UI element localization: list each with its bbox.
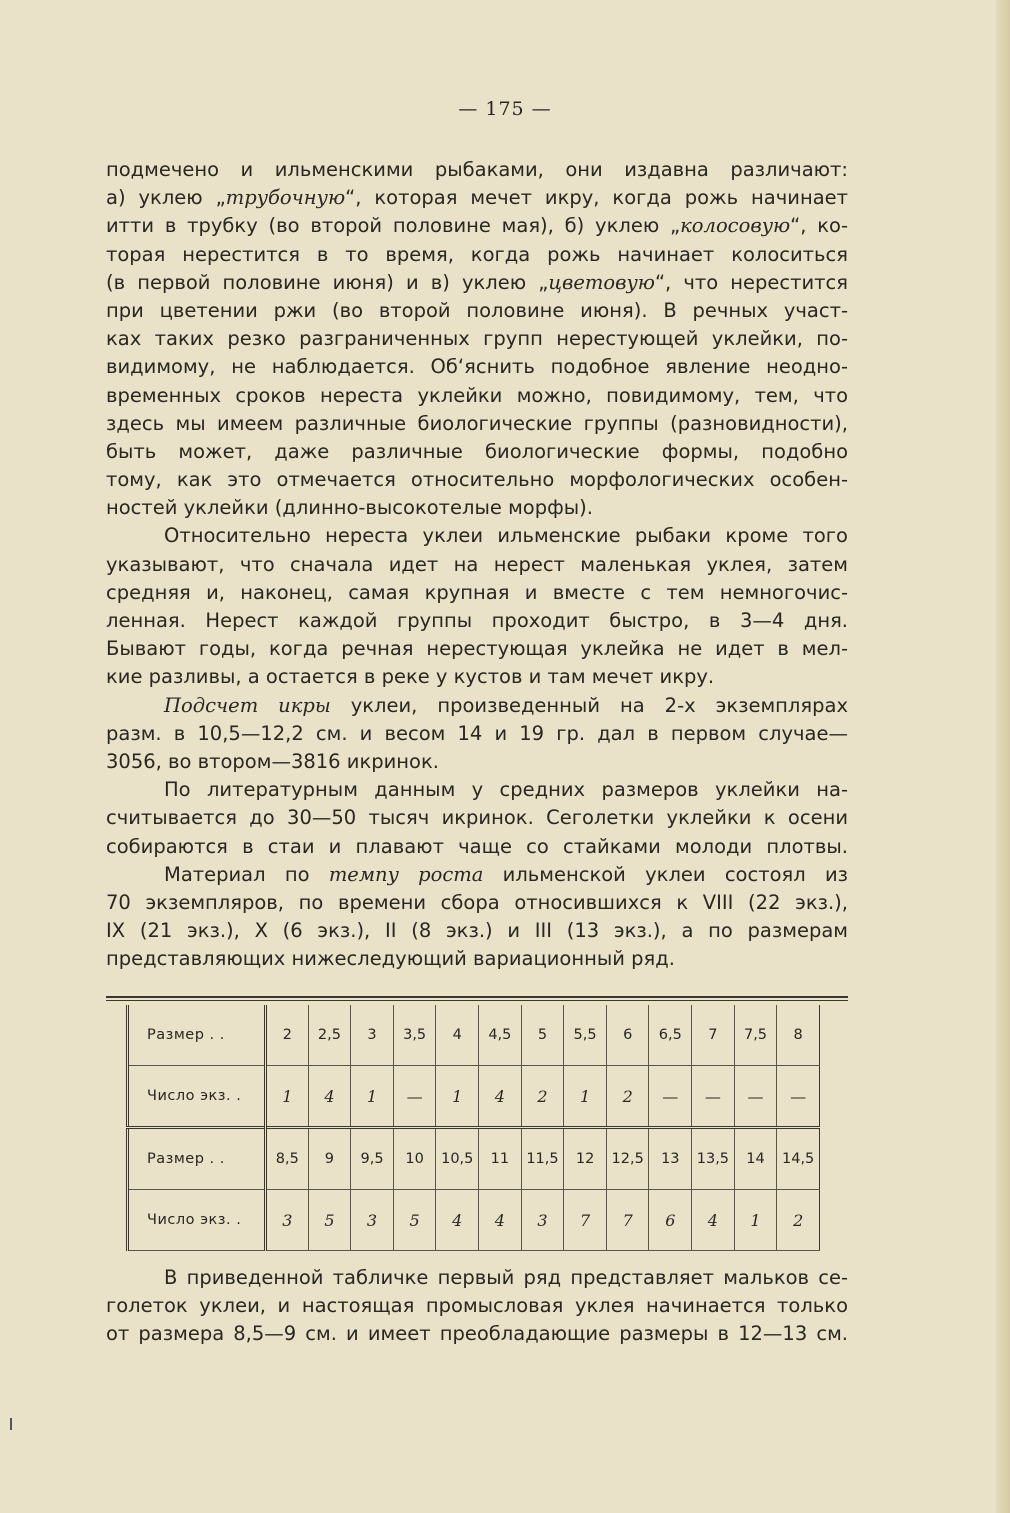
table-cell: 3 [351,1005,394,1066]
table-cell: 4 [308,1066,351,1128]
table-cell: — [649,1066,692,1128]
table-cell: 12 [564,1128,607,1190]
count-label: Число экз. . [128,1190,266,1251]
table-cell: 4 [692,1190,735,1251]
text-line: при цветении ржи (во второй половине июня). В речных участ- [106,298,848,322]
text-line: 3056, во втором—3816 икринок. [106,749,439,773]
table-cell: — [777,1066,820,1128]
table-cell: 5 [393,1190,436,1251]
text-line: быть может, даже различные биологические формы, подобно [106,439,848,463]
size-count-table [126,1005,820,1251]
text-line: итти в трубку (во второй половине мая), б) уклею „колосовую“, ко- [106,214,849,238]
text-line: По литературным данным у средних размеров уклейки на- [164,778,848,802]
table-cell: 14,5 [777,1128,820,1190]
text-line: ленная. Нерест каждой группы проходит быстро, в 3—4 дня. [106,609,848,632]
page-number: — 175 — [458,98,552,120]
text-line: голеток уклеи, и настоящая промысловая уклея начинается только [106,1294,848,1318]
text-line: считывается до 30—50 тысяч икринок. Сеголетки уклейки к осени [106,806,848,830]
count-row-2 [128,1190,820,1251]
text-line: здесь мы имеем различные биологические группы (разновидности), [106,411,848,435]
table-cell: 4 [479,1066,522,1128]
text-line: разм. в 10,5—12,2 см. и весом 14 и 19 гр. дал в первом случае— [106,721,848,745]
table-cell: 4,5 [479,1005,522,1066]
table-cell: 11,5 [521,1128,564,1190]
text-line: Подсчет икры уклеи, произведенный на 2-х экземплярах [164,693,848,717]
table-cell: 5 [521,1005,564,1066]
table-cell: — [734,1066,777,1128]
table-cell: 7 [606,1190,649,1251]
text-line: тому, как это отмечается относительно морфологических особен- [106,468,848,492]
table-cell: 2 [266,1005,309,1066]
table-cell: 1 [266,1066,309,1128]
table-cell: 13,5 [692,1128,735,1190]
table-cell: 8,5 [266,1128,309,1190]
table-cell: 4 [436,1190,479,1251]
size-label: Размер . . [128,1128,266,1190]
table-cell: 11 [479,1128,522,1190]
table-cell: — [393,1066,436,1128]
text-line: собираются в стаи и плавают чаще со стайками молоди плотвы. [106,834,848,858]
table-cell: 10,5 [436,1128,479,1190]
size-row-2 [128,1128,820,1190]
table-cell: 7,5 [734,1005,777,1066]
text-line: подмечено и ильменскими рыбаками, они издавна различают: [106,158,848,181]
margin-mark [10,1418,12,1430]
text-line: торая нерестится в то время, когда рожь начинает колоситься [106,242,848,266]
table-cell: 12,5 [606,1128,649,1190]
closing-paragraph [106,1264,848,1349]
table-cell: 2 [606,1066,649,1128]
table-cell: 4 [436,1005,479,1066]
table-cell: 4 [479,1190,522,1251]
text-line: ках таких резко разграниченных групп нерестующей уклейки, по- [106,327,848,351]
table-cell: 3 [351,1190,394,1251]
table-cell: 6 [606,1005,649,1066]
text-line: IX (21 экз.), X (6 экз.), II (8 экз.) и III (13 экз.), а по размерам [106,919,848,943]
text-line: от размера 8,5—9 см. и имеет преобладающие размеры в 12—13 см. [106,1322,848,1346]
count-label: Число экз. . [128,1066,266,1128]
text-line: кие разливы, а остается в реке у кустов и там мечет икру. [106,665,715,689]
table-cell: 3 [266,1190,309,1251]
table-cell: 3 [521,1190,564,1251]
text-line: видимому, не наблюдается. Об‘яснить подобное явление неодно- [106,355,848,379]
text-line: Относительно нереста уклеи ильменские рыбаки кроме того [164,524,848,548]
table-cell: 5 [308,1190,351,1251]
text-line: средняя и, наконец, самая крупная и вместе с тем немногочис- [106,580,848,604]
text-line: указывают, что сначала идет на нерест маленькая уклея, затем [106,552,848,576]
table-cell: 13 [649,1128,692,1190]
main-text [106,156,848,973]
table-cell: 6,5 [649,1005,692,1066]
text-line: В приведенной табличке первый ряд представляет мальков се- [164,1266,848,1289]
table-cell: 2,5 [308,1005,351,1066]
text-line: а) уклею „трубочную“, которая мечет икру, когда рожь начинает [106,186,848,210]
table-cell: 7 [564,1190,607,1251]
table-cell: 1 [564,1066,607,1128]
text-line: 70 экземпляров, по времени сбора относившихся к VIII (22 экз.), [106,890,848,914]
table-cell: 9 [308,1128,351,1190]
table-cell: 2 [521,1066,564,1128]
text-line: представляющих нижеследующий вариационный ряд. [106,947,675,971]
table-cell: 9,5 [351,1128,394,1190]
text-line: Материал по темпу роста ильменской уклеи состоял из [164,862,848,886]
table-cell: 1 [351,1066,394,1128]
text-line: временных сроков нереста уклейки можно, повидимому, тем, что [106,383,848,407]
table-cell: 3,5 [393,1005,436,1066]
table-cell: 2 [777,1190,820,1251]
table-cell: — [692,1066,735,1128]
table-cell: 7 [692,1005,735,1066]
table-cell: 1 [734,1190,777,1251]
size-row-1 [128,1005,820,1066]
table-top-rule [106,996,848,998]
table-cell: 14 [734,1128,777,1190]
text-line: (в первой половине июня) и в) уклею „цветовую“, что нерестится [106,270,848,294]
page-edge [996,0,1010,1513]
table-cell: 8 [777,1005,820,1066]
size-label: Размер . . [128,1005,266,1066]
table-top-rule-thin [106,1000,848,1001]
table-cell: 6 [649,1190,692,1251]
table-cell: 1 [436,1066,479,1128]
text-line: ностей уклейки (длинно-высокотелые морфы). [106,496,593,520]
table-cell: 5,5 [564,1005,607,1066]
count-row-1 [128,1066,820,1128]
text-line: Бывают годы, когда речная нерестующая уклейка не идет в мел- [106,637,848,661]
variation-table [126,1005,820,1249]
table-cell: 10 [393,1128,436,1190]
